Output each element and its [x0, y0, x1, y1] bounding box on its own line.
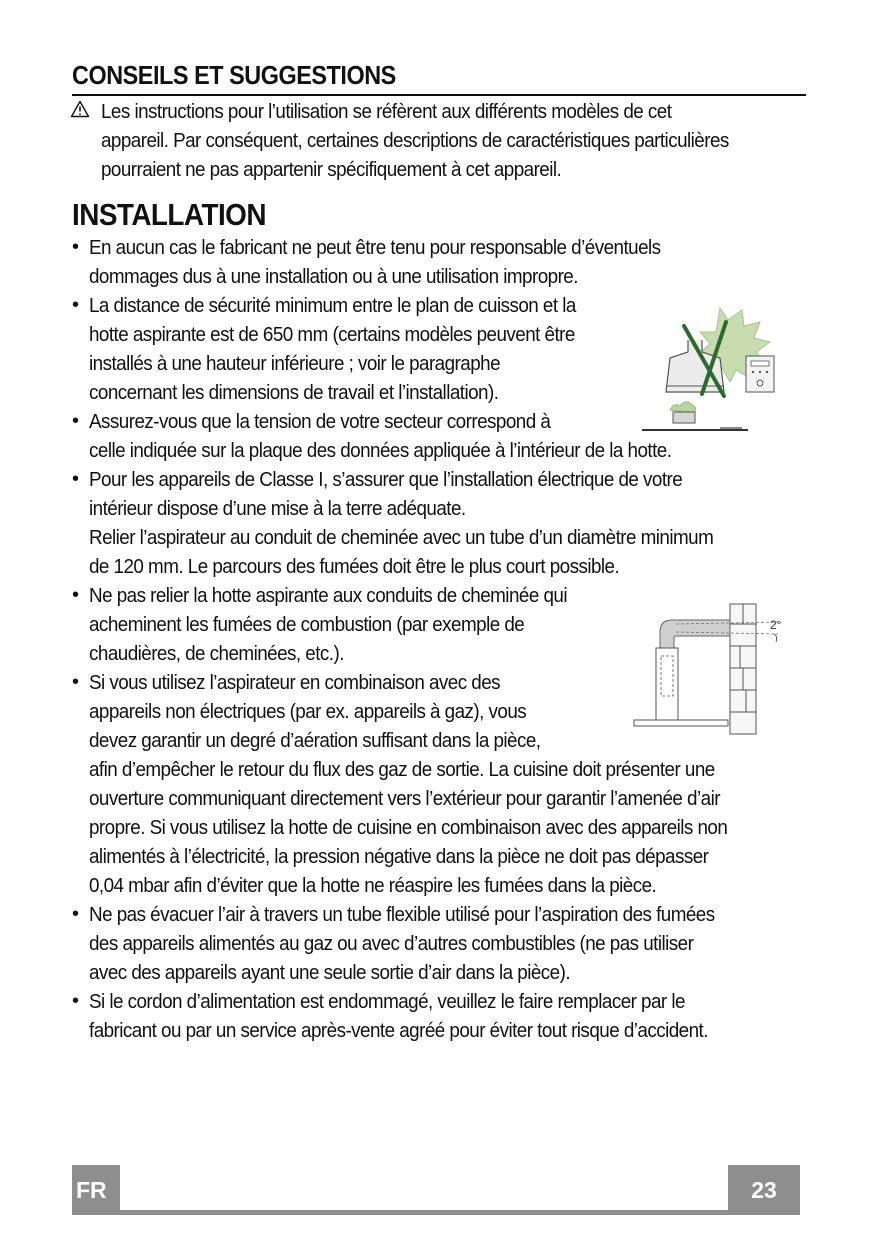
bullet-line: fabricant ou par un service après-vente agréé pour éviter tout risque d’accident.	[89, 1019, 708, 1042]
footer-bar	[72, 1210, 800, 1215]
bullet-line: Ne pas évacuer l’air à travers un tube flexible utilisé pour l’aspiration des fumées	[89, 903, 715, 926]
bullet-marker: •	[72, 584, 80, 606]
bullet-line: Ne pas relier la hotte aspirante aux conduits de cheminée qui	[89, 584, 567, 607]
bullet-line: celle indiquée sur la plaque des données appliquée à l’intérieur de la hotte.	[89, 439, 672, 462]
bullet-line: Pour les appareils de Classe I, s’assurer que l’installation électrique de votre	[89, 468, 683, 491]
bullet-marker: •	[72, 410, 80, 432]
bullet-marker: •	[72, 903, 80, 925]
bullet-line: En aucun cas le fabricant ne peut être tenu pour responsable d’éventuels	[89, 236, 661, 259]
bullet-marker: •	[72, 294, 80, 316]
bullet-line: chaudières, de cheminées, etc.).	[89, 642, 344, 665]
title-underline	[72, 94, 806, 96]
bullet-line: 0,04 mbar afin d’éviter que la hotte ne réaspire les fumées dans la pièce.	[89, 874, 657, 897]
hood-base	[634, 720, 728, 726]
bullet-line: concernant les dimensions de travail et l’installation).	[89, 381, 499, 404]
note-line: appareil. Par conséquent, certaines descriptions de caractéristiques particulières	[101, 129, 729, 152]
bullet-line: de 120 mm. Le parcours des fumées doit être le plus court possible.	[89, 555, 620, 578]
bullet-marker: •	[72, 468, 80, 490]
chimney-column	[656, 648, 678, 720]
bullet-line: intérieur dispose d’une mise à la terre adéquate.	[89, 497, 466, 520]
bullet-line: propre. Si vous utilisez la hotte de cuisine en combinaison avec des appareils non	[89, 816, 728, 839]
bullet-line: appareils non électriques (par ex. appareils à gaz), vous	[89, 700, 527, 723]
bullet-line: des appareils alimentés au gaz ou avec d’autres combustibles (ne pas utiliser	[89, 932, 694, 955]
bullet-marker: •	[72, 671, 80, 693]
hood-distance-illustration	[640, 300, 785, 435]
bullet-marker: •	[72, 236, 80, 258]
note-line: pourraient ne pas appartenir spécifiquement à cet appareil.	[101, 158, 562, 181]
bullet-line: Assurez-vous que la tension de votre secteur correspond à	[89, 410, 551, 433]
bullet-marker: •	[72, 990, 80, 1012]
duct-pipe	[660, 620, 730, 648]
bullet-line: Si vous utilisez l’aspirateur en combinaison avec des	[89, 671, 501, 694]
pot-steam	[670, 402, 696, 413]
duct-angle-label: 2°	[770, 618, 782, 632]
brick-wall	[730, 604, 756, 734]
bullet-line: alimentés à l’électricité, la pression négative dans la pièce ne doit pas dépasser	[89, 845, 709, 868]
bullet-line: afin d’empêcher le retour du flux des gaz de sortie. La cuisine doit présenter une	[89, 758, 715, 781]
bullet-line: devez garantir un degré d’aération suffisant dans la pièce,	[89, 729, 541, 752]
section-title-installation: INSTALLATION	[72, 197, 266, 232]
pot	[673, 412, 695, 423]
bullet-line: La distance de sécurité minimum entre le plan de cuisson et la	[89, 294, 576, 317]
bullet-line: avec des appareils ayant une seule sortie d’air dans la pièce).	[89, 961, 571, 984]
note-line: Les instructions pour l’utilisation se réfèrent aux différents modèles de cet	[101, 100, 672, 123]
page-number: 23	[728, 1165, 800, 1215]
bullet-line: hotte aspirante est de 650 mm (certains modèles peuvent être	[89, 323, 575, 346]
bullet-line: Si le cordon d’alimentation est endommagé, veuillez le faire remplacer par le	[89, 990, 685, 1013]
duct-installation-illustration	[630, 598, 800, 738]
bullet-line: ouverture communiquant directement vers l’extérieur pour garantir l’amenée d’air	[89, 787, 720, 810]
bullet-line: dommages dus à une installation ou à une utilisation impropre.	[89, 265, 578, 288]
language-label: FR	[72, 1165, 120, 1215]
bullet-line: acheminent les fumées de combustion (par exemple de	[89, 613, 525, 636]
bullet-line: Relier l’aspirateur au conduit de cheminée avec un tube d’un diamètre minimum	[89, 526, 714, 549]
section-title-conseils: CONSEILS ET SUGGESTIONS	[72, 60, 396, 90]
bullet-line: installés à une hauteur inférieure ; voir le paragraphe	[89, 352, 501, 375]
warning-icon	[70, 100, 90, 118]
